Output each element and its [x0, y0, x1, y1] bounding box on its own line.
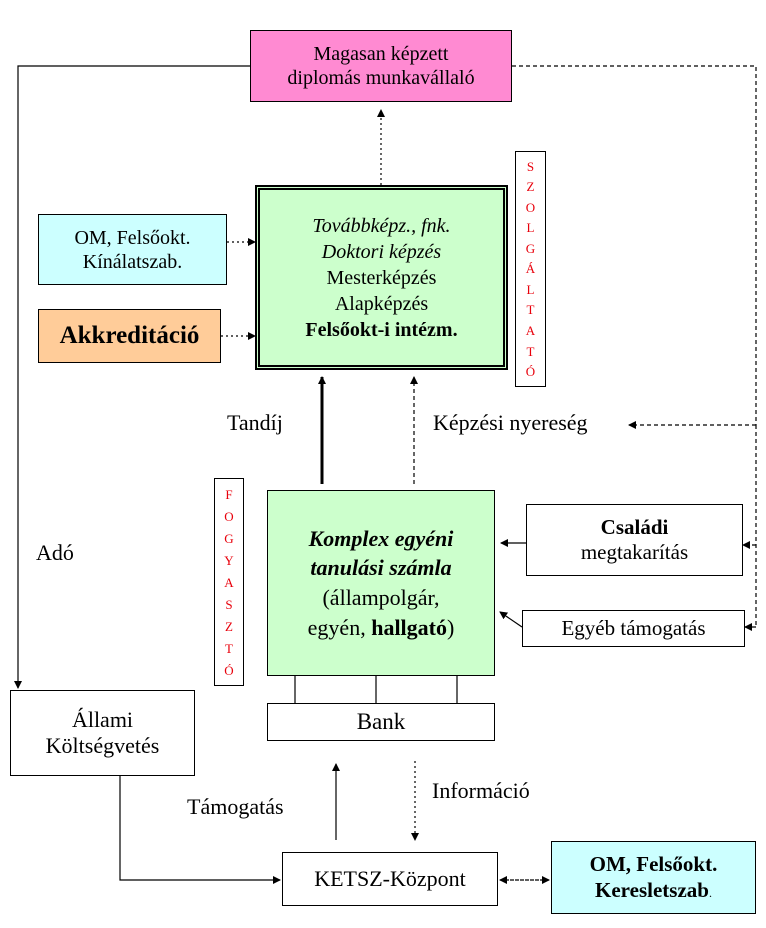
- institution-line4: Alapképzés: [334, 292, 429, 315]
- supply-reg-line1: OM, Felsőokt.: [74, 226, 191, 249]
- demand-reg-line2: Keresletszab.: [595, 877, 712, 902]
- institution-line1: Továbbképz., fnk.: [312, 214, 451, 237]
- institution-line2: Doktori képzés: [321, 240, 442, 263]
- graduate-box: [250, 30, 512, 102]
- account-line1: Komplex egyéni: [308, 525, 454, 551]
- institution-line5: Felsőokt-i intézm.: [305, 318, 458, 341]
- provider-vertical-label: S Z O L G Á L T A T Ó: [515, 151, 546, 387]
- graduate-line2: diplomás munkavállaló: [287, 67, 475, 89]
- support-label: Támogatás: [187, 794, 284, 819]
- account-line3: (állampolgár,: [322, 585, 440, 610]
- family-savings-box: [526, 504, 743, 576]
- bank-box: [267, 703, 495, 741]
- accreditation-label: Akkreditáció: [59, 322, 200, 349]
- tuition-label: Tandíj: [227, 410, 283, 435]
- family-line2: megtakarítás: [580, 540, 689, 564]
- accreditation-box: [38, 309, 221, 363]
- tax-label: Adó: [36, 540, 74, 565]
- state-budget-box: [10, 690, 195, 776]
- state-line1: Állami: [71, 706, 134, 732]
- bank-label: Bank: [356, 709, 406, 735]
- account-line2: tanulási számla: [310, 555, 452, 581]
- other-support-box: [522, 610, 745, 647]
- demand-reg-line1: OM, Felsőokt.: [589, 852, 718, 877]
- institution-line3: Mesterképzés: [326, 266, 437, 289]
- other-support-label: Egyéb támogatás: [561, 615, 706, 640]
- graduate-line1: Magasan képzett: [313, 43, 449, 65]
- profit-feedback-line: [512, 66, 756, 425]
- supply-regulation-box: [38, 214, 227, 285]
- consumer-vertical-label: F O G Y A S Z T Ó: [214, 478, 244, 686]
- ketsz-label: KETSZ-Központ: [314, 865, 466, 891]
- support-to-account-arrow: [500, 612, 522, 627]
- demand-regulation-box: [551, 841, 756, 914]
- supply-reg-line2: Kínálatszab.: [82, 250, 183, 273]
- training-profit-label: Képzési nyereség: [433, 410, 588, 435]
- state-line2: Költségvetés: [45, 733, 160, 758]
- family-line1: Családi: [600, 514, 669, 539]
- budget-arrow: [120, 776, 280, 880]
- institution-box: [255, 185, 508, 370]
- ketsz-center-box: [282, 852, 498, 906]
- account-line4: egyén, hallgató): [307, 614, 455, 640]
- information-label: Információ: [432, 778, 530, 803]
- learning-account-box: [267, 490, 495, 676]
